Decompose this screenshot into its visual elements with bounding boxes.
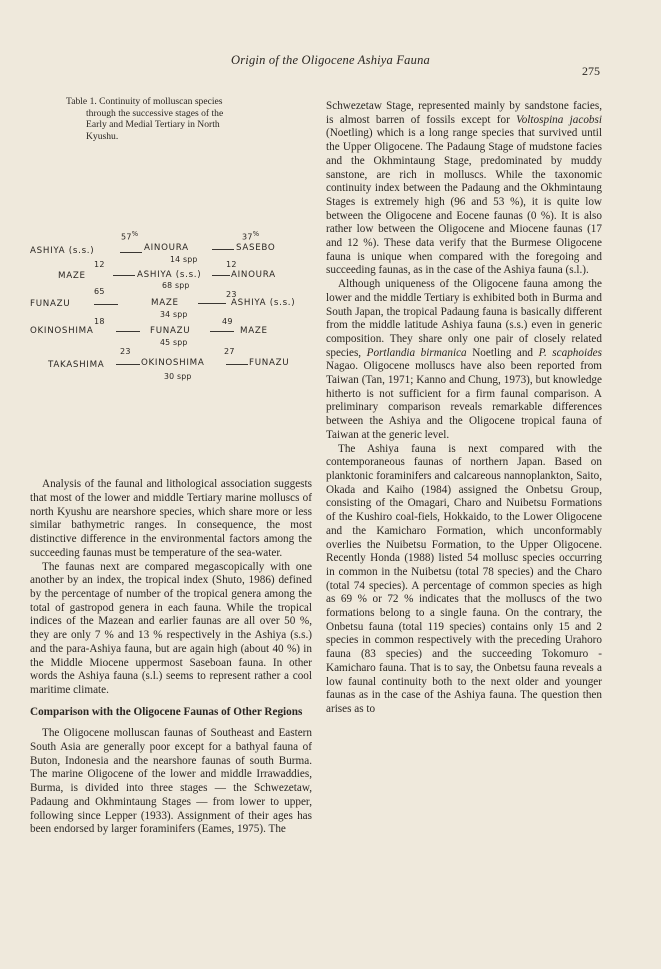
paragraph: The Ashiya fauna is next compared with the contemporaneous faunas of northern Japan. Based on planktonic foraminifers and calcareous nannoplankton, Saito, Okada and Kaiho (1984) assigned the Onbetsu Group, consisting of the Omagari, Charo and Nuibetsu Formations of the Kushiro coal-fiels, Hokkaido, to the Lower Oligocene and the Kamicharo Formation, which unconformably overlies the Nuibetsu Formation, to the Upper Oligocene. Recently Honda (1988) listed 54 mollusc species occurring in common in the Nuibetsu (total 78 species) and the Charo (total 74 species). A percentage of common species as high as 69 % or 72 % indicates that the molluscs of the two formations belong to a single fauna. On the contrary, the Onbetsu fauna (total 119 species) contains only 15 and 2 species in common respectively with the preceding Urahoro fauna (83 species) and the succeeding Tokomuro - Kamicharo fauna. That is to say, the Onbetsu fauna reveals a low faunal continuity both to the next older and younger faunas as in the case of the Ashiya fauna. The question then arises as to <box>326 442 602 715</box>
table-caption <box>66 96 312 142</box>
species-count: 45 spp <box>160 338 188 348</box>
stage-left: TAKASHIMA <box>48 360 105 371</box>
connector-line <box>226 364 248 365</box>
running-head: Origin of the Oligocene Ashiya Fauna <box>231 53 430 67</box>
pct-right: 23 <box>226 290 237 300</box>
species-name: P. scaphoides <box>538 346 602 359</box>
pct-right: 12 <box>226 260 237 270</box>
connector-line <box>210 331 234 332</box>
stage-left: MAZE <box>58 271 86 282</box>
section-heading: Comparison with the Oligocene Faunas of Other Regions <box>30 705 303 718</box>
pct-right: 27 <box>224 347 235 357</box>
stage-center: OKINOSHIMA <box>141 358 205 369</box>
stage-right: FUNAZU <box>249 358 290 369</box>
pct-left: 65 <box>94 287 105 297</box>
connector-line <box>120 252 142 253</box>
stage-center: FUNAZU <box>150 326 191 337</box>
connector-line <box>116 364 140 365</box>
stage-right: ASHIYA (s.s.) <box>231 298 296 309</box>
paragraph: Analysis of the faunal and lithological association suggests that most of the lower and middle Tertiary marine molluscs of north Kyushu are nearshore species, which share more or less similar bathymetric ranges. In consequence, the most distinctive difference in the environmental factors among the succeeding faunas must be temperature of the sea-water. <box>30 478 312 559</box>
continuity-table <box>30 142 312 382</box>
species-count: 30 spp <box>164 372 192 382</box>
connector-line <box>212 275 230 276</box>
left-body <box>30 478 312 837</box>
pct-left: 23 <box>120 347 131 357</box>
stage-right: AINOURA <box>231 270 276 281</box>
paragraph: The Oligocene molluscan faunas of Southeast and Eastern South Asia are generally poor except for a bathyal fauna of Buton, Indonesia and the nearshore faunas of south Burma. The marine Oligocene of the lower and middle Irrawaddies, Burma, is divided into three stages — the Schwezetaw, Padaung and Okhmintaung Stages — from lower to upper, following since Lepper (1933). Assignment of their ages has been endorsed by larger foraminifers (Eames, 1975). The <box>30 727 312 836</box>
paragraph: The faunas next are compared megascopically with one another by an index, the tropical index (Shuto, 1986) defined by the percentage of number of the tropical genera among the total of gastropod genera in each fauna. While the tropical indices of the Mazean and earlier faunas are all over 50 %, they are only 7 % and 13 % respectively in the Ashiya (s.s.) and the para-Ashiya fauna, but are again high (about 40 %) in the Middle Miocene uppermost Saseboan fauna. In other words the Ashiya fauna (s.l.) seems to represent rather a cool maritime climate. <box>30 560 312 696</box>
stage-right: MAZE <box>240 326 268 337</box>
stage-left: ASHIYA (s.s.) <box>30 246 95 257</box>
left-column <box>30 96 312 837</box>
species-name: Portlandia birmanica <box>366 346 467 359</box>
stage-center: AINOURA <box>144 243 189 254</box>
pct-left: 57% <box>121 230 139 243</box>
pct-right: 37% <box>242 230 260 243</box>
connector-line <box>113 275 135 276</box>
caption-line: Early and Medial Tertiary in North <box>86 119 220 131</box>
connector-line <box>116 331 140 332</box>
page-number: 275 <box>582 64 600 78</box>
caption-line: Kyushu. <box>86 130 119 142</box>
caption-line: through the successive stages of the <box>86 107 224 119</box>
paragraph: Although uniqueness of the Oligocene fauna among the lower and the middle Tertiary is exhibited both in Burma and South Japan, the tropical Padaung fauna is basically different from the middle latitude Ashiya fauna (s.s.) even in generic composition. They share only one pair of closely related species, Portlandia birmanica Noetling and P. scaphoides Nagao. Oligocene molluscs have also been reported from Taiwan (Tan, 1971; Kanno and Chung, 1973), but knowledge hitherto is not sufficient for a firm faunal comparison. A preliminary comparison reveals remarkable differences between the Ashiya and the Oligocene tropical fauna of Taiwan at the generic level. <box>326 278 602 441</box>
pct-left: 18 <box>94 317 105 327</box>
stage-right: SASEBO <box>236 243 276 254</box>
stage-left: OKINOSHIMA <box>30 326 94 337</box>
stage-left: FUNAZU <box>30 299 71 310</box>
connector-line <box>198 303 226 304</box>
stage-center: ASHIYA (s.s.) <box>137 270 202 281</box>
pct-right: 49 <box>222 317 233 327</box>
paragraph: Schwezetaw Stage, represented mainly by sandstone facies, is almost barren of fossils except for Voltospina jacobsi (Noetling) which is a long range species that survived until the Upper Oligocene. The Padaung Stage of mudstone facies and the Okhmintaung Stage, predominated by muddy sanstone, are rich in molluscs. While the taxonomic continuity index between the Padaung and the Okhmintaung Stages is extremely high (96 and 53 %), it is quite low between the Oligocene and Eocene faunas (0 %). It is also rather low between the Oligocene and Miocene faunas (17 and 12 %). These data verify that the Burmese Oligocene fauna is unique when compared with the foregoing and succeeding faunas, as in the case of the Ashiya fauna (s.l.). <box>326 100 602 277</box>
connector-line <box>212 249 234 250</box>
species-count: 68 spp <box>162 281 190 291</box>
connector-line <box>94 304 118 305</box>
caption-line: Table 1. Continuity of molluscan species <box>66 96 223 107</box>
species-count: 34 spp <box>160 310 188 320</box>
pct-left: 12 <box>94 260 105 270</box>
species-name: Voltospina jacobsi <box>516 113 602 126</box>
stage-center: MAZE <box>151 298 179 309</box>
species-count: 14 spp <box>170 255 198 265</box>
right-column <box>326 100 602 717</box>
